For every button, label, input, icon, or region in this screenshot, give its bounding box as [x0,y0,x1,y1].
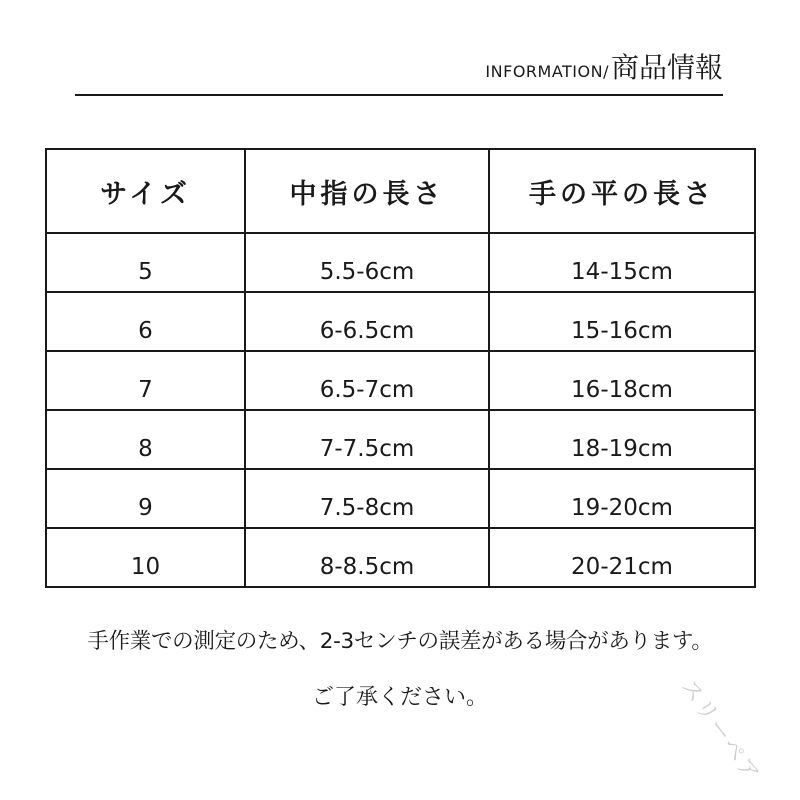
cell-palm-length: 14-15cm [489,233,755,292]
apology-note: ご了承ください。 [311,685,488,710]
measurement-note: 手作業での測定のため、2-3センチの誤差がある場合があります。 [87,629,713,654]
cell-palm-length: 20-21cm [489,528,755,587]
cell-palm-length: 18-19cm [489,410,755,469]
column-header-size: サイズ [46,149,245,233]
table-row [46,233,755,292]
page-title [485,46,723,86]
cell-middle-finger-length: 6.5-7cm [245,351,489,410]
table-row [46,351,755,410]
cell-size: 5 [46,233,245,292]
cell-palm-length: 15-16cm [489,292,755,351]
table-row [46,410,755,469]
header [75,40,723,96]
cell-middle-finger-length: 7-7.5cm [245,410,489,469]
cell-size: 8 [46,410,245,469]
table-row [46,292,755,351]
watermark: スリーペア [675,674,765,788]
cell-middle-finger-length: 8-8.5cm [245,528,489,587]
title-english: INFORMATION/ [485,62,609,81]
cell-middle-finger-length: 7.5-8cm [245,469,489,528]
size-table [45,148,756,588]
cell-size: 6 [46,292,245,351]
cell-palm-length: 19-20cm [489,469,755,528]
cell-size: 7 [46,351,245,410]
cell-size: 10 [46,528,245,587]
cell-middle-finger-length: 6-6.5cm [245,292,489,351]
table-row [46,469,755,528]
column-header-middle-finger-length: 中指の長さ [245,149,489,233]
table-header-row [46,149,755,233]
cell-size: 9 [46,469,245,528]
table-row [46,528,755,587]
column-header-palm-length: 手の平の長さ [489,149,755,233]
title-japanese: 商品情報 [610,51,723,84]
cell-palm-length: 16-18cm [489,351,755,410]
cell-middle-finger-length: 5.5-6cm [245,233,489,292]
